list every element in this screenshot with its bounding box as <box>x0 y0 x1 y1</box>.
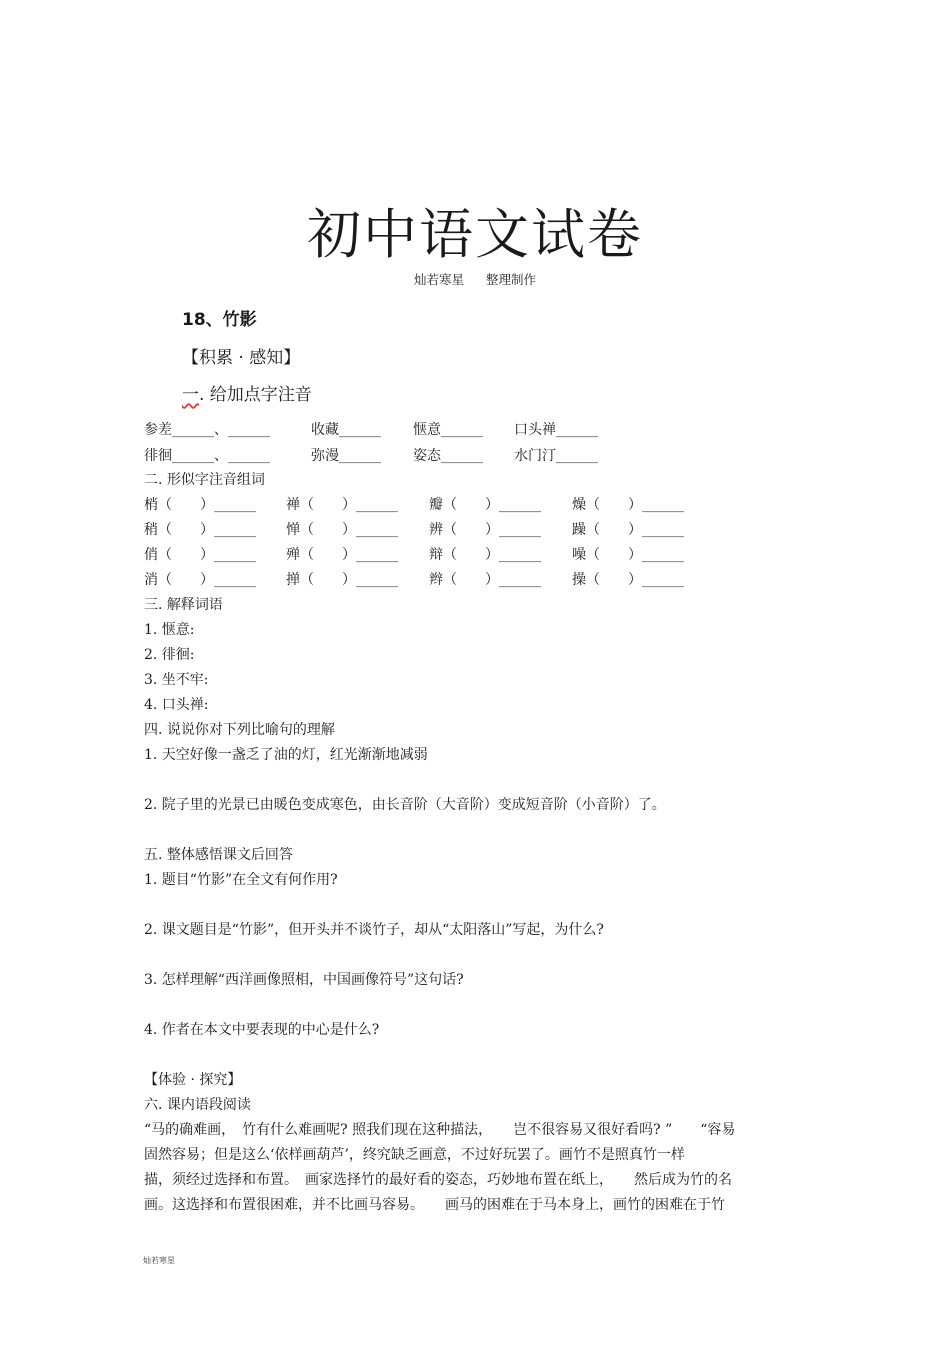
section-6-heading: 六. 课内语段阅读 <box>144 1097 251 1113</box>
char-item: 辫（ ）______ <box>429 572 541 588</box>
char-item: 禅（ ）______ <box>286 497 398 513</box>
section-explore-heading: 【体验 · 探究】 <box>144 1072 242 1088</box>
section-1-number: 一 <box>182 385 199 405</box>
char-item: 瓣（ ）______ <box>429 497 541 513</box>
char-item: 殚（ ）______ <box>286 547 398 563</box>
question-item: 2. 课文题目是“竹影”，但开头并不谈竹子，却从“太阳落山”写起，为什么? <box>144 922 604 938</box>
section-1-heading <box>182 380 312 405</box>
char-item: 躁（ ）______ <box>572 522 684 538</box>
section-3-heading: 三. 解释词语 <box>144 597 223 613</box>
lesson-heading: 18、竹影 <box>182 310 257 330</box>
pinyin-item: 参差______、______ <box>144 422 270 438</box>
section-4-heading: 四. 说说你对下列比喻句的理解 <box>144 722 335 738</box>
question-item: 3. 怎样理解“西洋画像照相，中国画像符号”这句话? <box>144 972 464 988</box>
pinyin-item: 弥漫______ <box>311 448 381 464</box>
passage-line: 描，须经过选择和布置。 画家选择竹的最好看的姿态，巧妙地布置在纸上， 然后成为竹的名 <box>144 1172 732 1188</box>
passage-line: “马的确难画， 竹有什么难画呢? 照我们现在这种描法， 岂不很容易又很好看吗? ” “容易 <box>144 1122 736 1138</box>
document-title: 初中语文试卷 <box>307 203 643 266</box>
char-item: 惮（ ）______ <box>286 522 398 538</box>
passage-line: 画。这选择和布置很困难，并不比画马容易。 画马的困难在于马本身上，画竹的困难在于竹 <box>144 1197 725 1213</box>
definition-item: 4. 口头禅: <box>144 697 209 713</box>
char-item: 掸（ ）______ <box>286 572 398 588</box>
char-item: 稍（ ）______ <box>144 522 256 538</box>
char-item: 噪（ ）______ <box>572 547 684 563</box>
passage-line: 固然容易；但是这么‘依样画葫芦’，终究缺乏画意，不过好玩罢了。画竹不是照真竹一样 <box>144 1147 685 1163</box>
char-item: 辩（ ）______ <box>429 547 541 563</box>
section-5-heading: 五. 整体感悟课文后回答 <box>144 847 293 863</box>
char-item: 操（ ）______ <box>572 572 684 588</box>
char-item: 俏（ ）______ <box>144 547 256 563</box>
section-2-heading: 二. 形似字注音组词 <box>144 472 265 488</box>
question-item: 1. 题目“竹影”在全文有何作用? <box>144 872 338 888</box>
metaphor-item: 1. 天空好像一盏乏了油的灯，红光渐渐地减弱 <box>144 747 428 763</box>
definition-item: 1. 惬意: <box>144 622 195 638</box>
question-item: 4. 作者在本文中要表现的中心是什么? <box>144 1022 380 1038</box>
char-item: 燥（ ）______ <box>572 497 684 513</box>
page-footer: 灿若寒星 <box>143 1256 175 1265</box>
section-accumulate-heading: 【积累 · 感知】 <box>182 348 301 368</box>
definition-item: 2. 徘徊: <box>144 647 195 663</box>
pinyin-item: 水门汀______ <box>514 448 598 464</box>
pinyin-item: 收藏______ <box>311 422 381 438</box>
pinyin-item: 口头禅______ <box>514 422 598 438</box>
definition-item: 3. 坐不牢: <box>144 672 209 688</box>
pinyin-item: 姿态______ <box>413 448 483 464</box>
char-item: 消（ ）______ <box>144 572 256 588</box>
pinyin-item: 惬意______ <box>413 422 483 438</box>
metaphor-item: 2. 院子里的光景已由暖色变成寒色，由长音阶（大音阶）变成短音阶（小音阶）了。 <box>144 797 666 813</box>
char-item: 辨（ ）______ <box>429 522 541 538</box>
document-subtitle: 灿若寒星 整理制作 <box>414 272 536 287</box>
section-1-text: . 给加点字注音 <box>199 385 312 405</box>
pinyin-item: 徘徊______、______ <box>144 448 270 464</box>
char-item: 梢（ ）______ <box>144 497 256 513</box>
